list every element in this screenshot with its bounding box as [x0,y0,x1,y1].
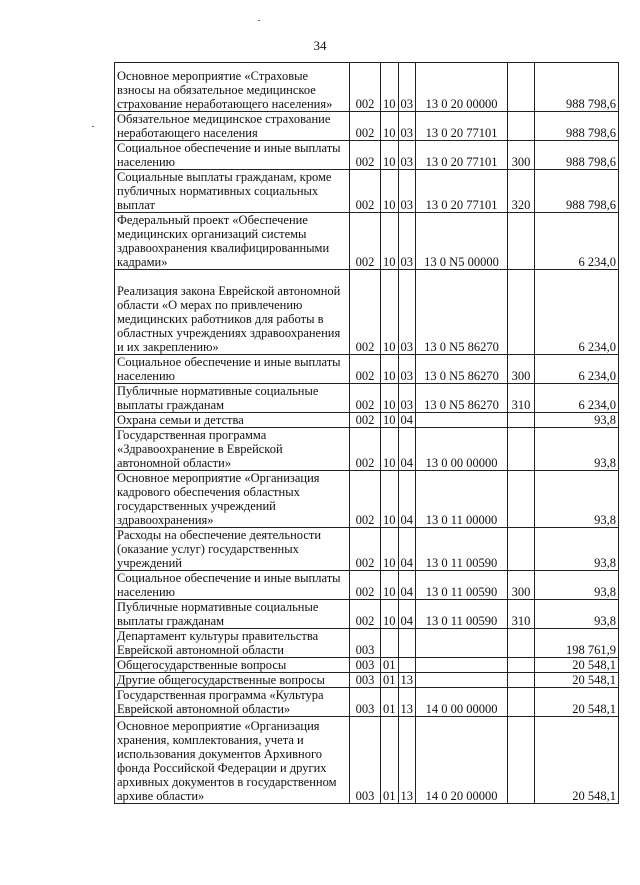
ministry-code: 002 [350,428,381,471]
row-name: Государственная программа «Здравоохранение в Еврейской автономной области» [115,428,350,471]
subsection-code [398,629,416,658]
subsection-code: 03 [398,63,416,112]
subsection-code: 13 [398,688,416,717]
subsection-code: 03 [398,170,416,213]
target-article-code: 13 0 20 77101 [416,141,508,170]
amount: 988 798,6 [535,170,619,213]
scan-speck [258,20,260,21]
expense-type-code: 320 [508,170,535,213]
amount: 93,8 [535,600,619,629]
target-article-code [416,658,508,673]
table-row [115,270,619,355]
section-code: 01 [381,688,399,717]
expense-type-code [508,413,535,428]
row-name: Реализация закона Еврейской автономной области «О мерах по привлечению медицинских работников для работы в областных учреждениях здравоохранения и их закреплению» [115,270,350,355]
table-row [115,600,619,629]
amount: 93,8 [535,471,619,528]
table-row [115,471,619,528]
amount: 988 798,6 [535,112,619,141]
table-row [115,629,619,658]
section-code: 01 [381,717,399,804]
subsection-code: 04 [398,528,416,571]
section-code: 01 [381,658,399,673]
ministry-code: 002 [350,528,381,571]
subsection-code: 04 [398,428,416,471]
table-row [115,170,619,213]
expense-type-code [508,63,535,112]
table-row [115,528,619,571]
row-name: Общегосударственные вопросы [115,658,350,673]
subsection-code: 04 [398,471,416,528]
section-code: 10 [381,355,399,384]
table-row [115,413,619,428]
amount: 93,8 [535,413,619,428]
row-name: Основное мероприятие «Организация хранения, комплектования, учета и использования документов Архивного фонда Российской Федерации и других архивных документов в государственном архиве области» [115,717,350,804]
ministry-code: 003 [350,688,381,717]
target-article-code [416,673,508,688]
target-article-code: 13 0 N5 86270 [416,384,508,413]
row-name: Социальное обеспечение и иные выплаты населению [115,571,350,600]
ministry-code: 003 [350,629,381,658]
expense-type-code: 300 [508,571,535,600]
section-code: 10 [381,213,399,270]
table-row [115,688,619,717]
row-name: Департамент культуры правительства Еврейской автономной области [115,629,350,658]
table-row [115,112,619,141]
ministry-code: 002 [350,384,381,413]
expense-type-code [508,688,535,717]
subsection-code: 04 [398,413,416,428]
section-code: 10 [381,600,399,629]
row-name: Охрана семьи и детства [115,413,350,428]
subsection-code: 13 [398,717,416,804]
target-article-code: 13 0 N5 00000 [416,213,508,270]
expense-type-code [508,528,535,571]
expense-type-code [508,213,535,270]
amount: 93,8 [535,571,619,600]
ministry-code: 003 [350,717,381,804]
row-name: Расходы на обеспечение деятельности (оказание услуг) государственных учреждений [115,528,350,571]
amount: 6 234,0 [535,213,619,270]
section-code: 10 [381,428,399,471]
amount: 6 234,0 [535,270,619,355]
section-code: 10 [381,571,399,600]
ministry-code: 002 [350,112,381,141]
ministry-code: 002 [350,571,381,600]
amount: 20 548,1 [535,688,619,717]
table-row [115,673,619,688]
row-name: Публичные нормативные социальные выплаты гражданам [115,384,350,413]
target-article-code: 13 0 00 00000 [416,428,508,471]
amount: 988 798,6 [535,63,619,112]
amount: 20 548,1 [535,673,619,688]
ministry-code: 003 [350,658,381,673]
row-name: Федеральный проект «Обеспечение медицинских организаций системы здравоохранения квалифицированными кадрами» [115,213,350,270]
expense-type-code [508,629,535,658]
amount: 93,8 [535,428,619,471]
amount: 20 548,1 [535,717,619,804]
expense-type-code [508,658,535,673]
section-code: 10 [381,112,399,141]
target-article-code: 14 0 20 00000 [416,717,508,804]
row-name: Социальные выплаты гражданам, кроме публичных нормативных социальных выплат [115,170,350,213]
subsection-code: 03 [398,141,416,170]
table-row [115,571,619,600]
table-row [115,384,619,413]
amount: 6 234,0 [535,384,619,413]
section-code: 10 [381,471,399,528]
subsection-code: 04 [398,571,416,600]
expense-type-code [508,428,535,471]
ministry-code: 002 [350,141,381,170]
ministry-code: 002 [350,213,381,270]
section-code: 10 [381,413,399,428]
section-code: 10 [381,141,399,170]
ministry-code: 002 [350,170,381,213]
section-code: 10 [381,270,399,355]
section-code: 10 [381,384,399,413]
scan-speck [92,126,94,127]
target-article-code: 14 0 00 00000 [416,688,508,717]
subsection-code [398,658,416,673]
ministry-code: 002 [350,270,381,355]
subsection-code: 04 [398,600,416,629]
expense-type-code [508,717,535,804]
table-row [115,141,619,170]
page-number: 34 [313,38,327,53]
amount: 198 761,9 [535,629,619,658]
table-row [115,63,619,112]
section-code [381,629,399,658]
expense-type-code: 300 [508,141,535,170]
table-row [115,355,619,384]
ministry-code: 003 [350,673,381,688]
target-article-code: 13 0 N5 86270 [416,270,508,355]
target-article-code: 13 0 11 00000 [416,471,508,528]
table-row [115,717,619,804]
table-row [115,213,619,270]
subsection-code: 03 [398,270,416,355]
amount: 988 798,6 [535,141,619,170]
target-article-code: 13 0 20 77101 [416,112,508,141]
table-row [115,428,619,471]
amount: 93,8 [535,528,619,571]
budget-table [114,62,619,804]
row-name: Другие общегосударственные вопросы [115,673,350,688]
target-article-code: 13 0 11 00590 [416,600,508,629]
subsection-code: 03 [398,384,416,413]
section-code: 10 [381,63,399,112]
subsection-code: 03 [398,112,416,141]
ministry-code: 002 [350,63,381,112]
subsection-code: 03 [398,355,416,384]
expense-type-code: 300 [508,355,535,384]
section-code: 10 [381,528,399,571]
subsection-code: 03 [398,213,416,270]
section-code: 01 [381,673,399,688]
row-name: Обязательное медицинское страхование неработающего населения [115,112,350,141]
target-article-code: 13 0 11 00590 [416,571,508,600]
target-article-code [416,413,508,428]
section-code: 10 [381,170,399,213]
target-article-code: 13 0 11 00590 [416,528,508,571]
row-name: Основное мероприятие «Организация кадрового обеспечения областных государственных учреждений здравоохранения» [115,471,350,528]
ministry-code: 002 [350,413,381,428]
target-article-code [416,629,508,658]
expense-type-code [508,112,535,141]
amount: 20 548,1 [535,658,619,673]
amount: 6 234,0 [535,355,619,384]
ministry-code: 002 [350,471,381,528]
subsection-code: 13 [398,673,416,688]
target-article-code: 13 0 20 77101 [416,170,508,213]
row-name: Государственная программа «Культура Еврейской автономной области» [115,688,350,717]
ministry-code: 002 [350,355,381,384]
expense-type-code [508,673,535,688]
ministry-code: 002 [350,600,381,629]
row-name: Социальное обеспечение и иные выплаты населению [115,355,350,384]
expense-type-code: 310 [508,600,535,629]
row-name: Основное мероприятие «Страховые взносы на обязательное медицинское страхование неработающего населения» [115,63,350,112]
expense-type-code: 310 [508,384,535,413]
expense-type-code [508,471,535,528]
target-article-code: 13 0 N5 86270 [416,355,508,384]
expense-type-code [508,270,535,355]
table-row [115,658,619,673]
row-name: Публичные нормативные социальные выплаты гражданам [115,600,350,629]
target-article-code: 13 0 20 00000 [416,63,508,112]
row-name: Социальное обеспечение и иные выплаты населению [115,141,350,170]
